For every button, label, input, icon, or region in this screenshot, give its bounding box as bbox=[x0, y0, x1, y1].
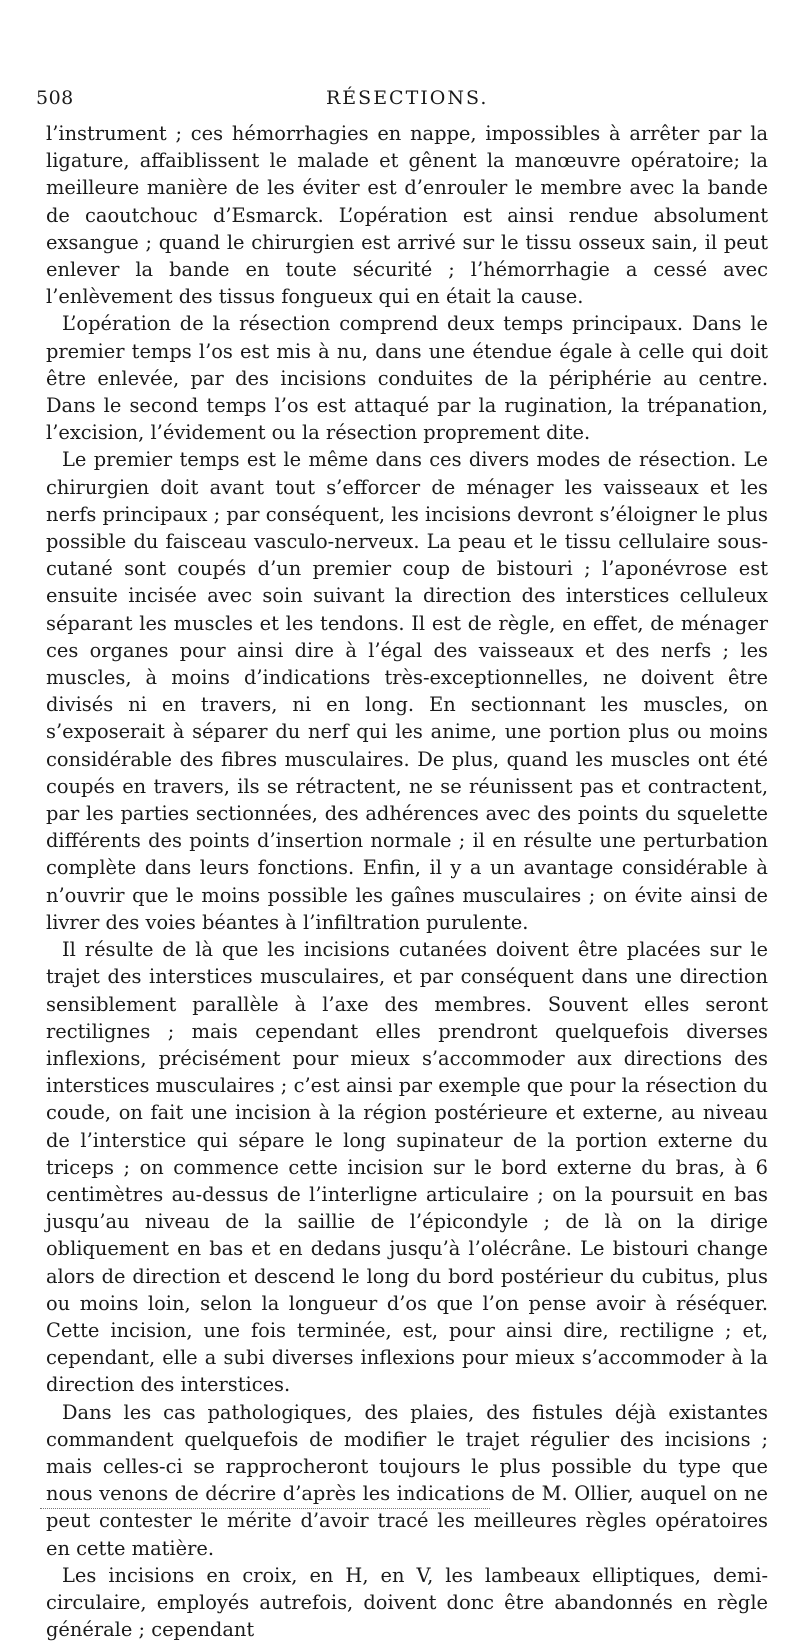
paragraph: Dans les cas pathologiques, des plaies, des fistules déjà existantes commandent quelquefois de modifier le trajet régulier des incisions ; mais celles-ci se rapprocheront toujours le plus possible du type que nous venons de décrire d’après les indications de M. Ollier, auquel on ne peut contester le mérite d’avoir tracé les meilleures règles opératoires en cette matière. bbox=[46, 1400, 768, 1560]
paragraph: l’instrument ; ces hémorrhagies en nappe, impossibles à arrêter par la ligature, affaiblissent le malade et gênent la manœuvre opératoire; la meilleure manière de les éviter est d’enrouler le membre avec la bande de caoutchouc d’Esmarck. L’opération est ainsi rendue absolument exsangue ; quand le chirurgien est arrivé sur le tissu osseux sain, il peut enlever la bande en toute sécurité ; l’hémorrhagie a cessé avec l’enlèvement des tissus fongueux qui en était la cause. bbox=[46, 122, 768, 309]
page-number: 508 bbox=[36, 87, 74, 109]
body-text bbox=[46, 120, 768, 1643]
footer-rule bbox=[40, 1508, 490, 1509]
paragraph: Le premier temps est le même dans ces divers modes de résection. Le chirurgien doit avant tout s’efforcer de ménager les vaisseaux et les nerfs principaux ; par conséquent, les incisions devront s’éloigner le plus possible du faisceau vasculo-nerveux. La peau et le tissu cellulaire sous-cutané sont coupés d’un premier coup de bistouri ; l’aponévrose est ensuite incisée avec soin suivant la direction des interstices celluleux séparant les muscles et les tendons. Il est de règle, en effet, de ménager ces organes pour ainsi dire à l’égal des vaisseaux et des nerfs ; les muscles, à moins d’indications très-exceptionnelles, ne doivent être divisés ni en travers, ni en long. En sectionnant les muscles, on s’exposerait à séparer du nerf qui les anime, une portion plus ou moins considérable des fibres musculaires. De plus, quand les muscles ont été coupés en travers, ils se rétractent, ne se réunissent pas et contractent, par les parties sectionnées, des adhérences avec des points du squelette différents des points d’insertion normale ; il en résulte une perturbation complète dans leurs fonctions. Enfin, il y a un avantage considérable à n’ouvrir que le moins possible les gaînes musculaires ; on évite ainsi de livrer des voies béantes à l’infiltration purulente. bbox=[46, 448, 768, 934]
paragraph: Les incisions en croix, en H, en V, les lambeaux elliptiques, demi-circulaire, employés autrefois, doivent donc être abandonnés en règle générale ; cependant bbox=[46, 1563, 768, 1642]
paragraph: Il résulte de là que les incisions cutanées doivent être placées sur le trajet des interstices musculaires, et par conséquent dans une direction sensiblement parallèle à l’axe des membres. Souvent elles seront rectilignes ; mais cependant elles prendront quelquefois diverses inflexions, précisément pour mieux s’accommoder aux directions des interstices musculaires ; c’est ainsi par exemple que pour la résection du coude, on fait une incision à la région postérieure et externe, au niveau de l’interstice qui sépare le long supinateur de la portion externe du triceps ; on commence cette incision sur le bord externe du bras, à 6 centimètres au-dessus de l’interligne articulaire ; on la poursuit en bas jusqu’au niveau de la saillie de l’épicondyle ; de là on la dirige obliquement en bas et en dedans jusqu’à l’olécrâne. Le bistouri change alors de direction et descend le long du bord postérieur du cubitus, plus ou moins loin, selon la longueur d’os que l’on pense avoir à réséquer. Cette incision, une fois terminée, est, pour ainsi dire, rectiligne ; et, cependant, elle a subi diverses inflexions pour mieux s’accommoder à la direction des interstices. bbox=[46, 938, 768, 1397]
paragraph: L’opération de la résection comprend deux temps principaux. Dans le premier temps l’os est mis à nu, dans une étendue égale à celle qui doit être enlevée, par des incisions conduites de la périphérie au centre. Dans le second temps l’os est attaqué par la rugination, la trépanation, l’excision, l’évidement ou la résection proprement dite. bbox=[46, 312, 768, 445]
running-title: RÉSECTIONS. bbox=[326, 87, 489, 109]
page-header bbox=[36, 86, 736, 110]
